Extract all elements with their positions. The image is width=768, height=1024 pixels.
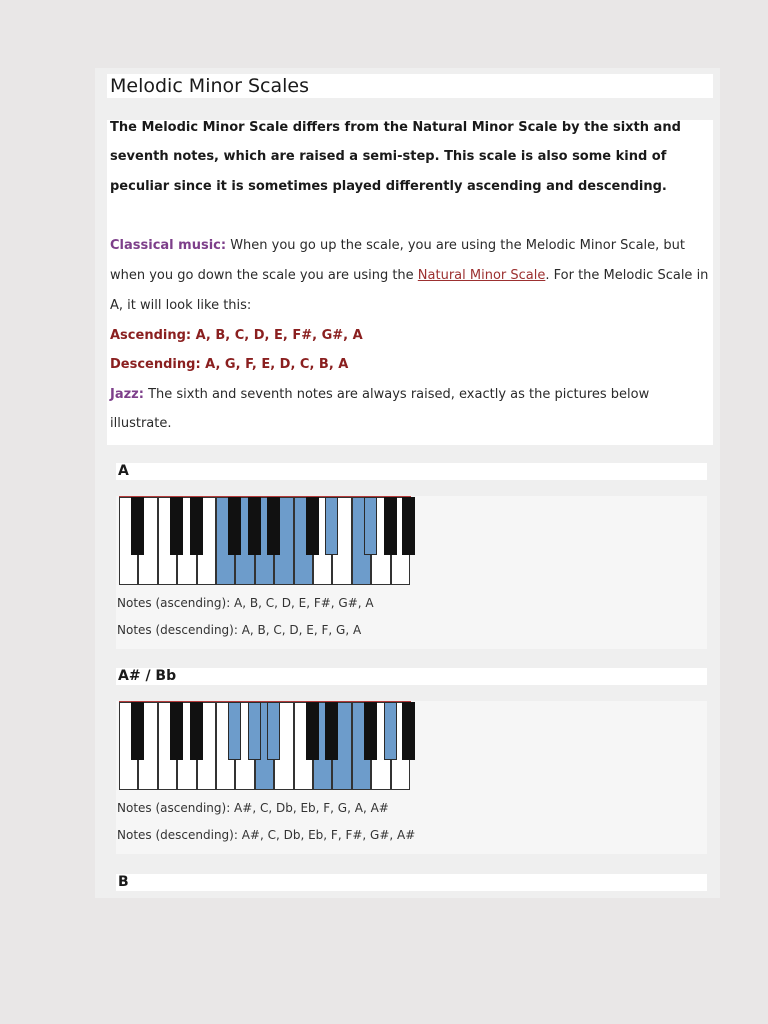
section-heading-a xyxy=(116,463,707,480)
intro-line-2: seventh notes, which are raised a semi-step. This scale is also some kind of xyxy=(110,149,667,164)
piano-keyboard xyxy=(119,701,411,790)
black-key xyxy=(228,497,241,555)
black-key xyxy=(267,497,280,555)
jazz-text-1: The sixth and seventh notes are always raised, exactly as the pictures below xyxy=(143,387,650,402)
intro-line-1: The Melodic Minor Scale differs from the Natural Minor Scale by the sixth and xyxy=(110,120,681,135)
ascending-line: Ascending: A, B, C, D, E, F#, G#, A xyxy=(110,328,363,343)
black-key xyxy=(306,497,319,555)
jazz-line-1 xyxy=(110,387,649,403)
black-key xyxy=(267,702,280,760)
black-key xyxy=(384,497,397,555)
piano-keyboard xyxy=(119,496,411,585)
black-key xyxy=(170,702,183,760)
notes-ascending: Notes (ascending): A#, C, Db, Eb, F, G, A, A# xyxy=(117,801,389,815)
black-key xyxy=(384,702,397,760)
black-key xyxy=(325,702,338,760)
natural-minor-scale-link[interactable]: Natural Minor Scale xyxy=(417,268,546,283)
title-bar xyxy=(107,74,713,98)
section-heading-label: B xyxy=(118,874,129,890)
black-key xyxy=(190,497,203,555)
intro-line-3: peculiar since it is sometimes played differently ascending and descending. xyxy=(110,179,667,194)
classical-line-2 xyxy=(110,268,708,284)
intro-panel xyxy=(107,120,713,445)
black-key xyxy=(228,702,241,760)
section-heading-a-sharp xyxy=(116,668,707,685)
black-key xyxy=(364,497,377,555)
black-key xyxy=(402,497,415,555)
black-key xyxy=(325,497,338,555)
black-key xyxy=(364,702,377,760)
notes-descending: Notes (descending): A, B, C, D, E, F, G, A xyxy=(117,623,362,637)
classical-text-2b: . For the Melodic Scale in xyxy=(545,268,709,283)
section-body-a-sharp xyxy=(116,701,707,854)
classical-line-3: A, it will look like this: xyxy=(110,298,252,313)
black-key xyxy=(248,702,261,760)
black-key xyxy=(402,702,415,760)
section-heading-b xyxy=(116,874,707,891)
black-key xyxy=(248,497,261,555)
page xyxy=(95,68,720,898)
black-key xyxy=(190,702,203,760)
black-key xyxy=(131,497,144,555)
black-key xyxy=(170,497,183,555)
section-heading-label: A# / Bb xyxy=(118,668,177,684)
page-title: Melodic Minor Scales xyxy=(110,75,310,97)
classical-text-2a: when you go down the scale you are using the xyxy=(110,268,418,283)
classical-label: Classical music: xyxy=(110,238,227,253)
jazz-line-2: illustrate. xyxy=(110,416,172,431)
section-body-a xyxy=(116,496,707,649)
classical-text-1: When you go up the scale, you are using the Melodic Minor Scale, but xyxy=(226,238,686,253)
black-key xyxy=(306,702,319,760)
classical-line-1 xyxy=(110,238,685,254)
descending-line: Descending: A, G, F, E, D, C, B, A xyxy=(110,357,349,372)
jazz-label: Jazz: xyxy=(110,387,144,402)
notes-ascending: Notes (ascending): A, B, C, D, E, F#, G#, A xyxy=(117,596,374,610)
black-key xyxy=(131,702,144,760)
section-heading-label: A xyxy=(118,463,129,479)
notes-descending: Notes (descending): A#, C, Db, Eb, F, F#, G#, A# xyxy=(117,828,416,842)
